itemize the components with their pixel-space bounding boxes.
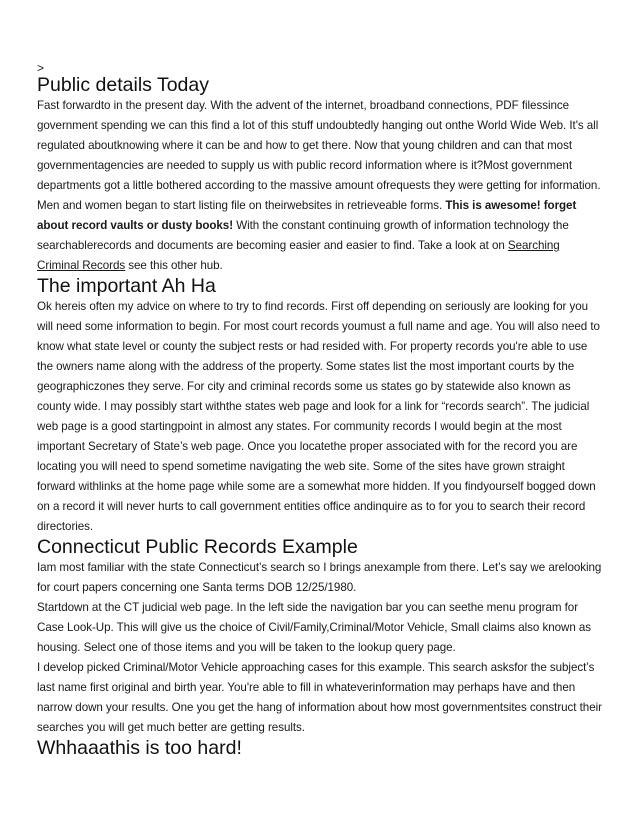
bold-emphasis: This is awesome! forget about record vaults or dusty books! bbox=[37, 199, 577, 232]
section-paragraph-connecticut-1: Iam most familiar with the state Connecticut’s search so I brings anexample from there. Let’s say we arelooking for court papers concerning one Santa terms DOB 12/25/1980. bbox=[37, 561, 602, 594]
section-paragraph-important-ah-ha: Ok hereis often my advice on where to try to find records. First off depending on seriously are looking for you will need some information to begin. For most court records youmust a full name and age. You will also need to know what state level or county the subject rests or had resided with. For property records you're able to use the owners name along with the address of the property. Some states list the most important courts by the geographiczones they serve. For city and criminal records some us states go by statewide also known as county wide. I may possibly start withthe states web page and look for a link for “records search”. The judicial web page is a good startingpoint in almost any states. For community records I would begin at the most important Secretary of State’s web page. Once you locatethe proper associated with for the record you are locating you will need to spend sometime navigating the web site. Some of the sites have grown straight forward withlinks at the home page while some are a somewhat more hidden. If you findyourself bogged down on a record it will never hurts to call government entities office andinquire as to for you to search their record directories. bbox=[37, 300, 600, 533]
section-paragraph-public-details bbox=[37, 96, 603, 276]
searching-criminal-records-link[interactable]: Searching Criminal Records bbox=[37, 239, 560, 272]
section-heading-connecticut-example: Connecticut Public Records Example bbox=[37, 536, 358, 558]
paragraph-text: With the constant continuing growth of information technology the searchablerecords and documents are becoming easier and easier to find. Take a look at on bbox=[37, 219, 569, 252]
section-paragraph-connecticut-2: Startdown at the CT judicial web page. In the left side the navigation bar you can seethe menu program for Case Look-Up. This will give us the choice of Civil/Family,Criminal/Motor Vehicle, Small claims also known as housing. Select one of those items and you will be taken to the lookup query page. bbox=[37, 601, 592, 654]
section-heading-public-details: Public details Today bbox=[37, 74, 209, 96]
paragraph-text: Fast forwardto in the present day. With the advent of the internet, broadband connections, PDF filessince government spending we can this find a lot of this stuff undoubtedly hanging out onthe World Wide Web. It's all regulated aboutknowing where it can be and how to get there. Now that young children and can that most governmentagencies are needed to supply us with public record information where is it?Most government departments got a little bothered according to the massive amount ofrequests they were getting for information. Men and women began to start listing file on theirwebsites in retrieveable forms. bbox=[37, 99, 601, 212]
document-page bbox=[37, 62, 603, 759]
paragraph-text: see this other hub. bbox=[125, 259, 223, 272]
section-heading-important-ah-ha: The important Ah Ha bbox=[37, 275, 216, 297]
page-marker: > bbox=[37, 61, 45, 75]
section-heading-too-hard: Whhaaathis is too hard! bbox=[37, 737, 242, 759]
section-paragraph-connecticut-3: I develop picked Criminal/Motor Vehicle approaching cases for this example. This search asksfor the subject’s last name first original and birth year. You're able to fill in whateverinformation may perhaps have and then narrow down your results. One you get the hang of information about how most governmentsites construct their searches you will get much better are getting results. bbox=[37, 661, 602, 734]
